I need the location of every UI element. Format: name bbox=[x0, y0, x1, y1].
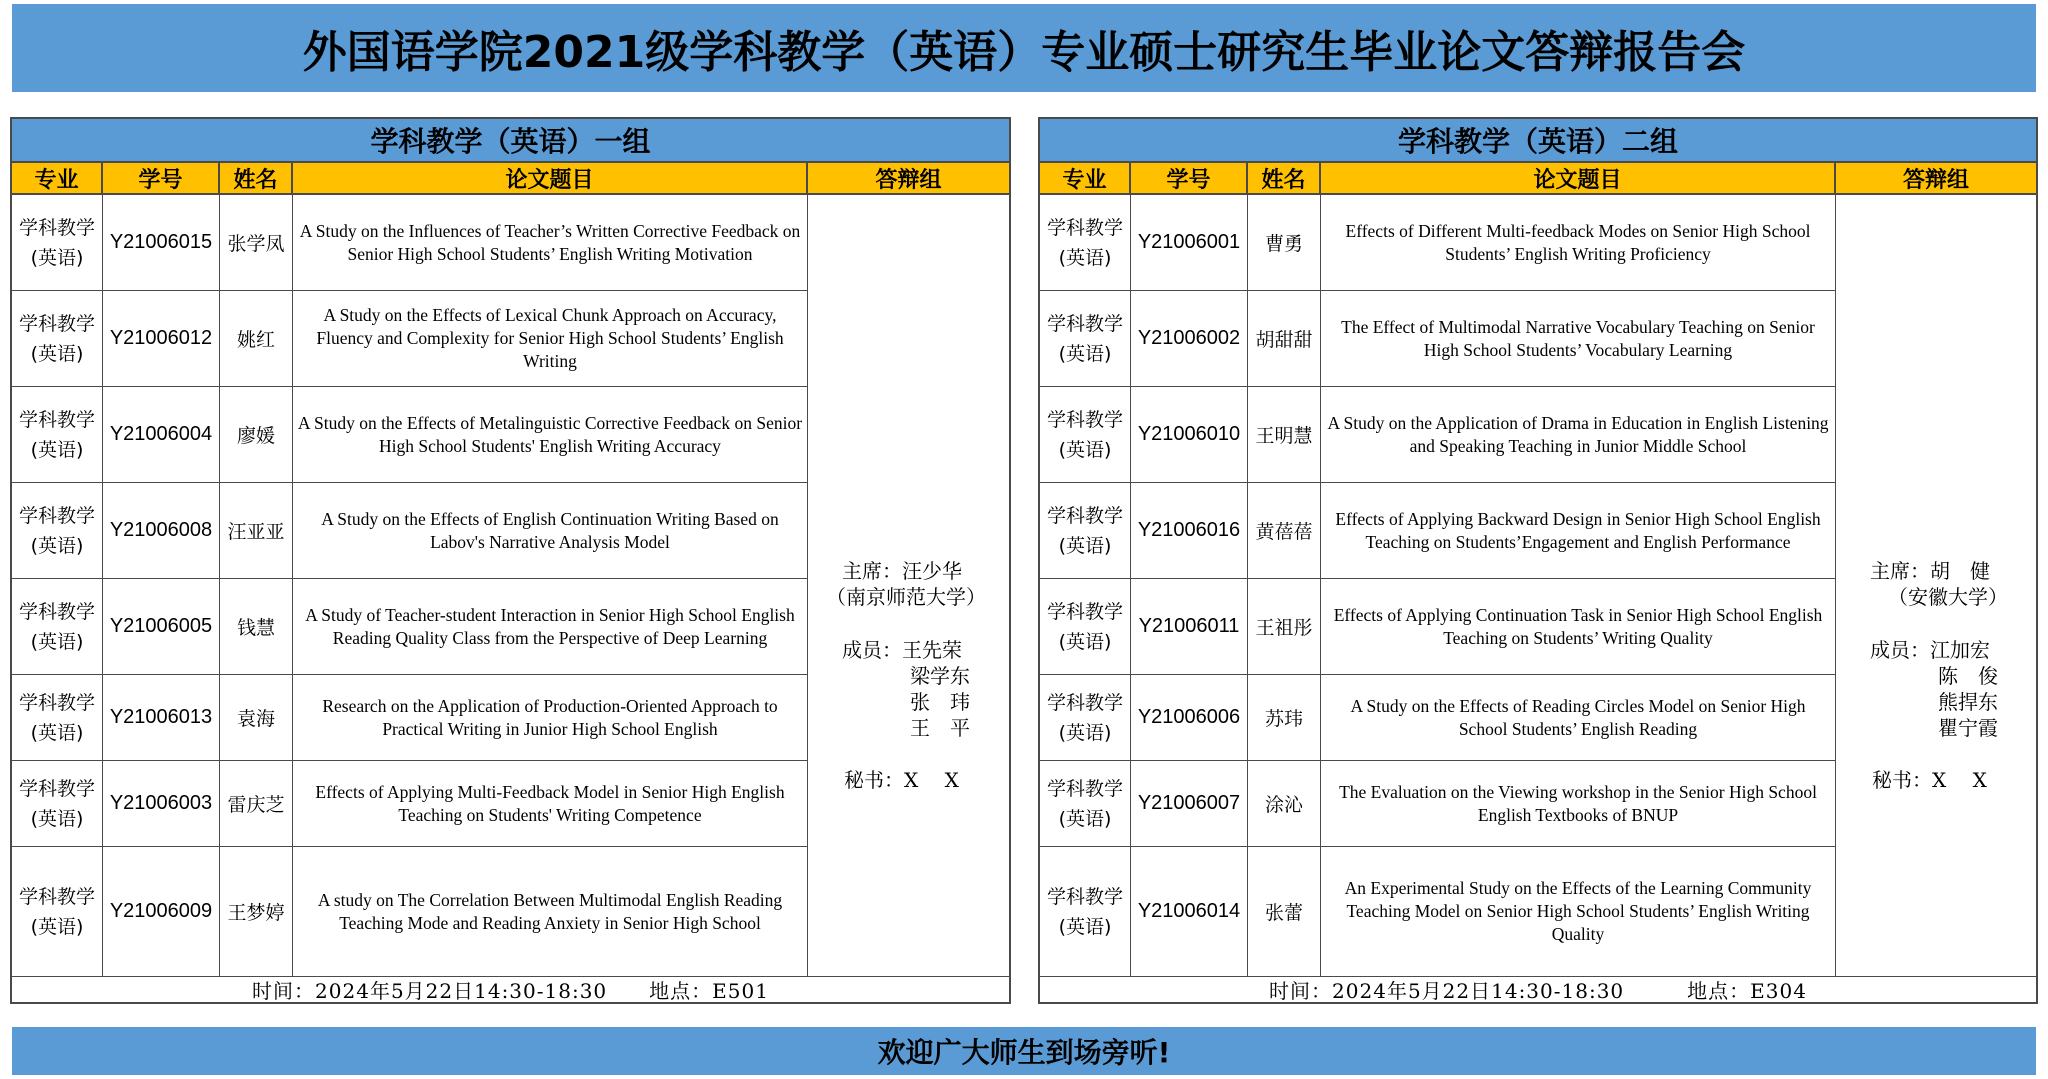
table-row bbox=[12, 847, 808, 977]
student-name-cell: 涂沁 bbox=[1248, 761, 1321, 846]
major-line: 学科教学 bbox=[18, 408, 95, 431]
major-cell bbox=[12, 675, 103, 760]
major-cell bbox=[12, 195, 103, 290]
major-cell bbox=[1040, 483, 1131, 578]
major-cell bbox=[1040, 761, 1131, 846]
table-row bbox=[1040, 579, 1836, 675]
col-header-major: 专业 bbox=[12, 163, 103, 193]
student-id-cell: Y21006001 bbox=[1131, 195, 1248, 290]
thesis-title-cell: The Evaluation on the Viewing workshop in the Senior High School English Textbooks of BNUP bbox=[1321, 761, 1836, 846]
student-id-cell: Y21006003 bbox=[103, 761, 220, 846]
major-line: (英语) bbox=[1058, 915, 1112, 938]
major-line: (英语) bbox=[1058, 438, 1112, 461]
major-line: 学科教学 bbox=[1046, 885, 1123, 908]
major-line: 学科教学 bbox=[18, 216, 95, 239]
major-line: (英语) bbox=[30, 438, 84, 461]
student-name-cell: 曹勇 bbox=[1248, 195, 1321, 290]
committee-secretary: 秘书：X X bbox=[844, 768, 959, 792]
schedule-footer: 时间：2024年5月22日14:30-18:30 地点：E304 bbox=[1269, 979, 1807, 1003]
major-line: (英语) bbox=[30, 807, 84, 830]
group-panel-1 bbox=[10, 117, 1011, 1004]
major-line: 学科教学 bbox=[18, 504, 95, 527]
table-row bbox=[12, 291, 808, 387]
student-id-cell: Y21006004 bbox=[103, 387, 220, 482]
major-line: (英语) bbox=[30, 721, 84, 744]
thesis-title-cell: A study on The Correlation Between Multimodal English Reading Teaching Mode and Reading Anxiety in Senior High School bbox=[293, 847, 808, 976]
thesis-title-cell: Effects of Applying Multi-Feedback Model in Senior High English Teaching on Students' Writing Competence bbox=[293, 761, 808, 846]
student-id-cell: Y21006007 bbox=[1131, 761, 1248, 846]
committee-block bbox=[1836, 195, 2036, 977]
committee-member: 瞿宁霞 bbox=[1938, 716, 1998, 740]
table-row bbox=[1040, 387, 1836, 483]
committee-chair-affiliation: （南京师范大学） bbox=[826, 585, 986, 609]
thesis-title-cell: Effects of Applying Continuation Task in Senior High School English Teaching on Students’ Writing Quality bbox=[1321, 579, 1836, 674]
page-title: 外国语学院2021级学科教学（英语）专业硕士研究生毕业论文答辩报告会 bbox=[12, 4, 2036, 92]
student-name-cell: 王明慧 bbox=[1248, 387, 1321, 482]
major-line: 学科教学 bbox=[18, 885, 95, 908]
table-row bbox=[12, 761, 808, 847]
major-line: 学科教学 bbox=[1046, 216, 1123, 239]
committee-chair: 主席：胡 健 bbox=[1870, 559, 1990, 583]
student-id-cell: Y21006009 bbox=[103, 847, 220, 976]
committee-member: 熊捍东 bbox=[1938, 690, 1998, 714]
major-line: (英语) bbox=[1058, 246, 1112, 269]
student-id-cell: Y21006005 bbox=[103, 579, 220, 674]
major-cell bbox=[12, 483, 103, 578]
major-cell bbox=[1040, 195, 1131, 290]
major-cell bbox=[12, 761, 103, 846]
student-name-cell: 张学凤 bbox=[220, 195, 293, 290]
committee-member: 张 玮 bbox=[910, 690, 970, 714]
major-line: (英语) bbox=[1058, 721, 1112, 744]
table-header bbox=[1040, 163, 2036, 195]
student-name-cell: 钱慧 bbox=[220, 579, 293, 674]
student-name-cell: 王梦婷 bbox=[220, 847, 293, 976]
major-line: 学科教学 bbox=[1046, 504, 1123, 527]
major-line: (英语) bbox=[30, 630, 84, 653]
schedule-footer: 时间：2024年5月22日14:30-18:30 地点：E501 bbox=[252, 979, 769, 1003]
thesis-title-cell: A Study on the Application of Drama in Education in English Listening and Speaking Teaching in Junior Middle School bbox=[1321, 387, 1836, 482]
committee-chair-affiliation: （安徽大学） bbox=[1888, 585, 2008, 609]
col-header-major: 专业 bbox=[1040, 163, 1131, 193]
thesis-title-cell: A Study on the Effects of Metalinguistic Corrective Feedback on Senior High School Students' English Writing Accuracy bbox=[293, 387, 808, 482]
col-header-student-id: 学号 bbox=[1131, 163, 1248, 193]
major-line: (英语) bbox=[1058, 534, 1112, 557]
student-name-cell: 苏玮 bbox=[1248, 675, 1321, 760]
committee-member: 王 平 bbox=[910, 716, 970, 740]
major-cell bbox=[12, 387, 103, 482]
col-header-committee: 答辩组 bbox=[875, 167, 942, 193]
major-line: (英语) bbox=[30, 915, 84, 938]
student-name-cell: 黄蓓蓓 bbox=[1248, 483, 1321, 578]
major-line: (英语) bbox=[30, 342, 84, 365]
student-name-cell: 廖媛 bbox=[220, 387, 293, 482]
student-name-cell: 张蕾 bbox=[1248, 847, 1321, 976]
major-cell bbox=[1040, 847, 1131, 976]
table-row bbox=[12, 387, 808, 483]
thesis-title-cell: Effects of Applying Backward Design in Senior High School English Teaching on Students’Engagement and English Performance bbox=[1321, 483, 1836, 578]
major-cell bbox=[1040, 387, 1131, 482]
group-title: 学科教学（英语）二组 bbox=[1040, 119, 2036, 163]
thesis-title-cell: The Effect of Multimodal Narrative Vocabulary Teaching on Senior High School Students’ Vocabulary Learning bbox=[1321, 291, 1836, 386]
student-id-cell: Y21006012 bbox=[103, 291, 220, 386]
thesis-title-cell: A Study on the Effects of English Continuation Writing Based on Labov's Narrative Analysis Model bbox=[293, 483, 808, 578]
major-line: 学科教学 bbox=[18, 600, 95, 623]
major-line: (英语) bbox=[1058, 807, 1112, 830]
major-line: 学科教学 bbox=[1046, 312, 1123, 335]
committee-members: 成员：江加宏 bbox=[1870, 638, 1990, 662]
thesis-title-cell: A Study on the Effects of Reading Circles Model on Senior High School Students’ English Reading bbox=[1321, 675, 1836, 760]
thesis-title-cell: Effects of Different Multi-feedback Modes on Senior High School Students’ English Writing Proficiency bbox=[1321, 195, 1836, 290]
table-row bbox=[1040, 761, 1836, 847]
table-row bbox=[12, 579, 808, 675]
major-cell bbox=[1040, 291, 1131, 386]
col-header-committee: 答辩组 bbox=[1902, 167, 1969, 193]
committee-member: 梁学东 bbox=[910, 664, 970, 688]
major-cell bbox=[12, 291, 103, 386]
major-line: 学科教学 bbox=[1046, 600, 1123, 623]
major-cell bbox=[12, 579, 103, 674]
thesis-title-cell: A Study on the Influences of Teacher’s Written Corrective Feedback on Senior High School Students’ English Writing Motivation bbox=[293, 195, 808, 290]
col-header-student-id: 学号 bbox=[103, 163, 220, 193]
table-row bbox=[1040, 675, 1836, 761]
student-name-cell: 王祖彤 bbox=[1248, 579, 1321, 674]
student-name-cell: 袁海 bbox=[220, 675, 293, 760]
major-line: 学科教学 bbox=[18, 777, 95, 800]
table-row bbox=[1040, 195, 1836, 291]
major-line: 学科教学 bbox=[18, 312, 95, 335]
thesis-title-cell: Research on the Application of Production-Oriented Approach to Practical Writing in Junior High School English bbox=[293, 675, 808, 760]
table-row bbox=[1040, 483, 1836, 579]
major-line: 学科教学 bbox=[1046, 777, 1123, 800]
major-line: 学科教学 bbox=[1046, 691, 1123, 714]
student-id-cell: Y21006013 bbox=[103, 675, 220, 760]
student-id-cell: Y21006008 bbox=[103, 483, 220, 578]
student-id-cell: Y21006016 bbox=[1131, 483, 1248, 578]
col-header-name: 姓名 bbox=[220, 163, 293, 193]
committee-block bbox=[808, 195, 1009, 977]
student-id-cell: Y21006006 bbox=[1131, 675, 1248, 760]
major-line: (英语) bbox=[30, 246, 84, 269]
table-row bbox=[12, 675, 808, 761]
major-line: 学科教学 bbox=[1046, 408, 1123, 431]
student-id-cell: Y21006015 bbox=[103, 195, 220, 290]
table-row bbox=[12, 483, 808, 579]
student-name-cell: 汪亚亚 bbox=[220, 483, 293, 578]
student-id-cell: Y21006002 bbox=[1131, 291, 1248, 386]
student-id-cell: Y21006011 bbox=[1131, 579, 1248, 674]
thesis-title-cell: A Study on the Effects of Lexical Chunk Approach on Accuracy, Fluency and Complexity for Senior High School Students’ English Writing bbox=[293, 291, 808, 386]
student-id-cell: Y21006010 bbox=[1131, 387, 1248, 482]
major-line: (英语) bbox=[1058, 630, 1112, 653]
col-header-name: 姓名 bbox=[1248, 163, 1321, 193]
col-header-thesis: 论文题目 bbox=[1321, 163, 1836, 193]
table-row bbox=[12, 195, 808, 291]
group-panel-2 bbox=[1038, 117, 2038, 1004]
major-line: 学科教学 bbox=[18, 691, 95, 714]
major-cell bbox=[1040, 675, 1131, 760]
col-header-thesis: 论文题目 bbox=[293, 163, 808, 193]
committee-secretary: 秘书：X X bbox=[1872, 768, 1987, 792]
table-row bbox=[1040, 847, 1836, 977]
group-title: 学科教学（英语）一组 bbox=[12, 119, 1009, 163]
committee-members: 成员：王先荣 bbox=[842, 638, 962, 662]
major-line: (英语) bbox=[30, 534, 84, 557]
committee-chair: 主席：汪少华 bbox=[842, 559, 962, 583]
student-name-cell: 雷庆芝 bbox=[220, 761, 293, 846]
thesis-title-cell: An Experimental Study on the Effects of the Learning Community Teaching Model on Senior High School Students’ English Writing Quality bbox=[1321, 847, 1836, 976]
major-cell bbox=[12, 847, 103, 976]
student-name-cell: 胡甜甜 bbox=[1248, 291, 1321, 386]
student-id-cell: Y21006014 bbox=[1131, 847, 1248, 976]
welcome-banner: 欢迎广大师生到场旁听! bbox=[12, 1027, 2036, 1075]
thesis-title-cell: A Study of Teacher-student Interaction in Senior High School English Reading Quality Class from the Perspective of Deep Learning bbox=[293, 579, 808, 674]
major-line: (英语) bbox=[1058, 342, 1112, 365]
committee-member: 陈 俊 bbox=[1938, 664, 1998, 688]
table-row bbox=[1040, 291, 1836, 387]
major-cell bbox=[1040, 579, 1131, 674]
table-header bbox=[12, 163, 1009, 195]
student-name-cell: 姚红 bbox=[220, 291, 293, 386]
